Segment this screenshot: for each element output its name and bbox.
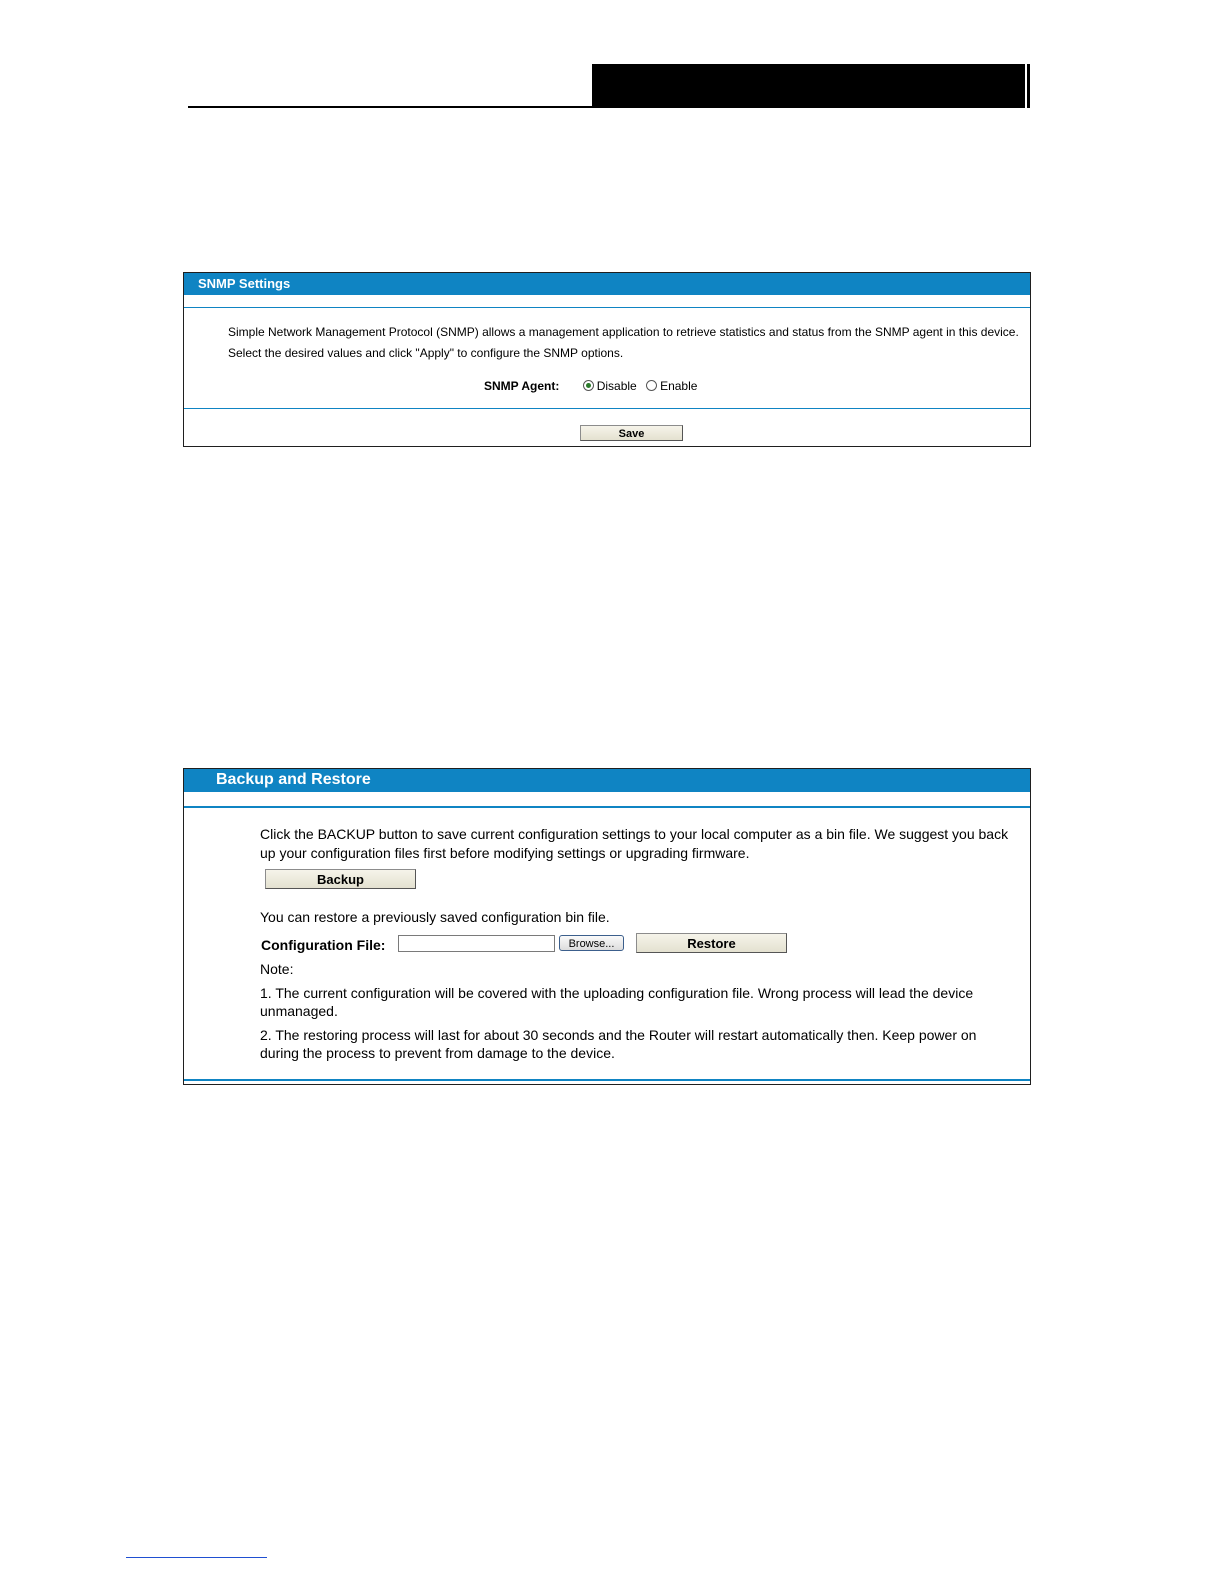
save-button[interactable]: Save	[580, 425, 683, 441]
header-edge	[1027, 64, 1030, 108]
snmp-agent-row	[484, 379, 703, 393]
divider	[184, 408, 1030, 409]
disable-radio-label: Disable	[596, 379, 637, 393]
backup-intro-line2: up your configuration files first before modifying settings or upgrading firmware.	[260, 845, 750, 861]
disable-radio[interactable]	[583, 380, 594, 391]
note1-line2: unmanaged.	[260, 1003, 338, 1019]
note1-line1: 1. The current configuration will be covered with the uploading configuration file. Wrong process will lead the device	[260, 985, 974, 1001]
snmp-description-line2: Select the desired values and click "Apply" to configure the SNMP options.	[228, 346, 624, 360]
divider	[184, 1079, 1030, 1081]
backup-panel-title: Backup and Restore	[184, 769, 1030, 792]
note-label: Note:	[260, 961, 294, 977]
config-file-label: Configuration File:	[261, 937, 386, 953]
snmp-agent-label: SNMP Agent:	[484, 379, 560, 393]
backup-intro-line1: Click the BACKUP button to save current configuration settings to your local computer as a bin file. We suggest you back	[260, 826, 1009, 842]
note2-line1: 2. The restoring process will last for about 30 seconds and the Router will restart automatically then. Keep power on	[260, 1027, 977, 1043]
header-block	[592, 64, 1025, 108]
browse-button[interactable]: Browse...	[559, 935, 624, 951]
restore-intro: You can restore a previously saved configuration bin file.	[260, 909, 610, 925]
header-rule	[188, 106, 593, 108]
snmp-description-line1: Simple Network Management Protocol (SNMP) allows a management application to retrieve statistics and status from the SNMP agent in this device.	[228, 325, 1019, 339]
divider	[184, 307, 1030, 308]
divider	[184, 806, 1030, 808]
footer-rule	[126, 1557, 267, 1558]
snmp-panel-title: SNMP Settings	[184, 273, 1030, 295]
backup-restore-panel	[183, 768, 1031, 1085]
restore-button[interactable]: Restore	[636, 933, 787, 953]
snmp-settings-panel	[183, 272, 1031, 447]
backup-button[interactable]: Backup	[265, 869, 416, 889]
enable-radio[interactable]	[646, 380, 657, 391]
config-file-input[interactable]	[398, 935, 555, 952]
note2-line2: during the process to prevent from damage to the device.	[260, 1045, 615, 1061]
enable-radio-label: Enable	[660, 379, 698, 393]
